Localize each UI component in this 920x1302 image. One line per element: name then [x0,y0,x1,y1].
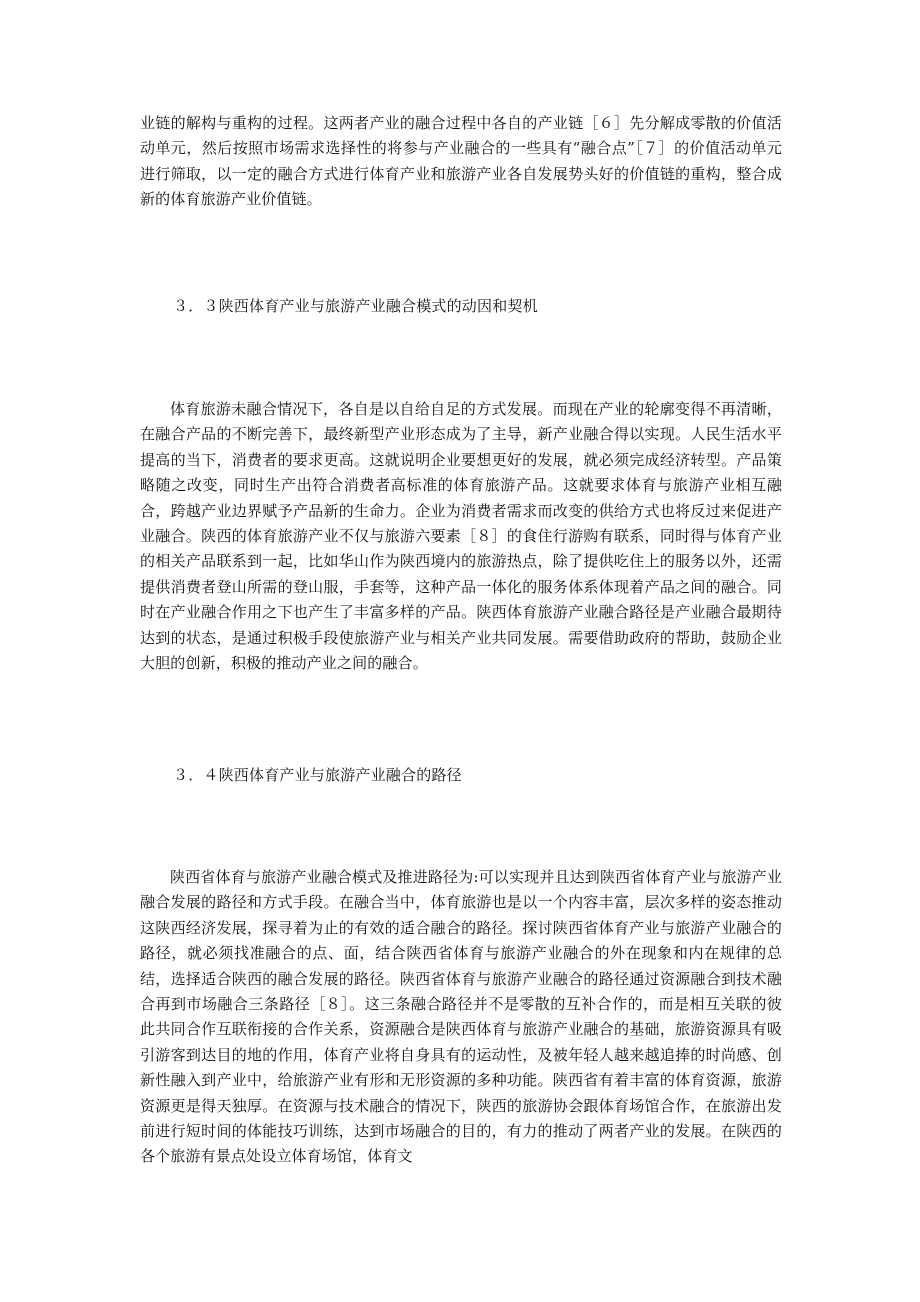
paragraph-integration-path: 陕西省体育与旅游产业融合模式及推进路径为:可以实现并且达到陕西省体育产业与旅游产业融合发展的路径和方式手段。在融合当中，体育旅游也是以一个内容丰富，层次多样的姿态推动这陕西经济发展，探寻着为止的有效的适合融合的路径。探讨陕西省体育产业与旅游产业融合的路径，就必须找准融合的点、面，结合陕西省体育与旅游产业融合的外在现象和内在规律的总结，选择适合陕西的融合发展的路径。陕西省体育与旅游产业融合的路径通过资源融合到技术融合再到市场融合三条路径［８］。这三条融合路径并不是零散的互补合作的，而是相互关联的彼此共同合作互联衔接的合作关系，资源融合是陕西体育与旅游产业融合的基础，旅游资源具有吸引游客到达目的地的作用，体育产业将自身具有的运动性，及被年轻人越来越追捧的时尚感、创新性融入到产业中，给旅游产业有形和无形资源的多种功能。陕西省有着丰富的体育资源，旅游资源更是得天独厚。在资源与技术融合的情况下，陕西的旅游协会跟体育场馆合作，在旅游出发前进行短时间的体能技巧训练，达到市场融合的目的，有力的推动了两者产业的发展。在陕西的各个旅游有景点处设立体育场馆，体育文 [140,868,782,1166]
section-heading-3-4: ３．４陕西体育产业与旅游产业融合的路径 [173,766,462,784]
section-heading-3-3: ３．３陕西体育产业与旅游产业融合模式的动因和契机 [173,297,538,315]
paragraph-motivation: 体育旅游未融合情况下，各自是以自给自足的方式发展。而现在产业的轮廓变得不再清晰，在融合产品的不断完善下，最终新型产业形态成为了主导，新产业融合得以实现。人民生活水平提高的当下，消费者的要求更高。这就说明企业要想更好的发展，就必须完成经济转型。产品策略随之改变，同时生产出符合消费者高标准的体育旅游产品。这就要求体育与旅游产业相互融合，跨越产业边界赋予产品新的生命力。企业为消费者需求而改变的供给方式也将反过来促进产业融合。陕西的体育旅游产业不仅与旅游六要素［８］的食住行游购有联系，同时得与体育产业的相关产品联系到一起，比如华山作为陕西境内的旅游热点，除了提供吃住上的服务以外，还需提供消费者登山所需的登山服，手套等，这种产品一体化的服务体系体现着产品之间的融合。同时在产业融合作用之下也产生了丰富多样的产品。陕西体育旅游产业融合路径是产业融合最期待达到的状态，是通过积极手段使旅游产业与相关产业共同发展。需要借助政府的帮助，鼓励企业大胆的创新，积极的推动产业之间的融合。 [140,400,782,673]
paragraph-value-chain: 业链的解构与重构的过程。这两者产业的融合过程中各自的产业链［６］先分解成零散的价值活动单元，然后按照市场需求选择性的将参与产业融合的一些具有“融合点”［７］的价值活动单元进行筛取，以一定的融合方式进行体育产业和旅游产业各自发展势头好的价值链的重构，整合成新的体育旅游产业价值链。 [140,114,782,209]
